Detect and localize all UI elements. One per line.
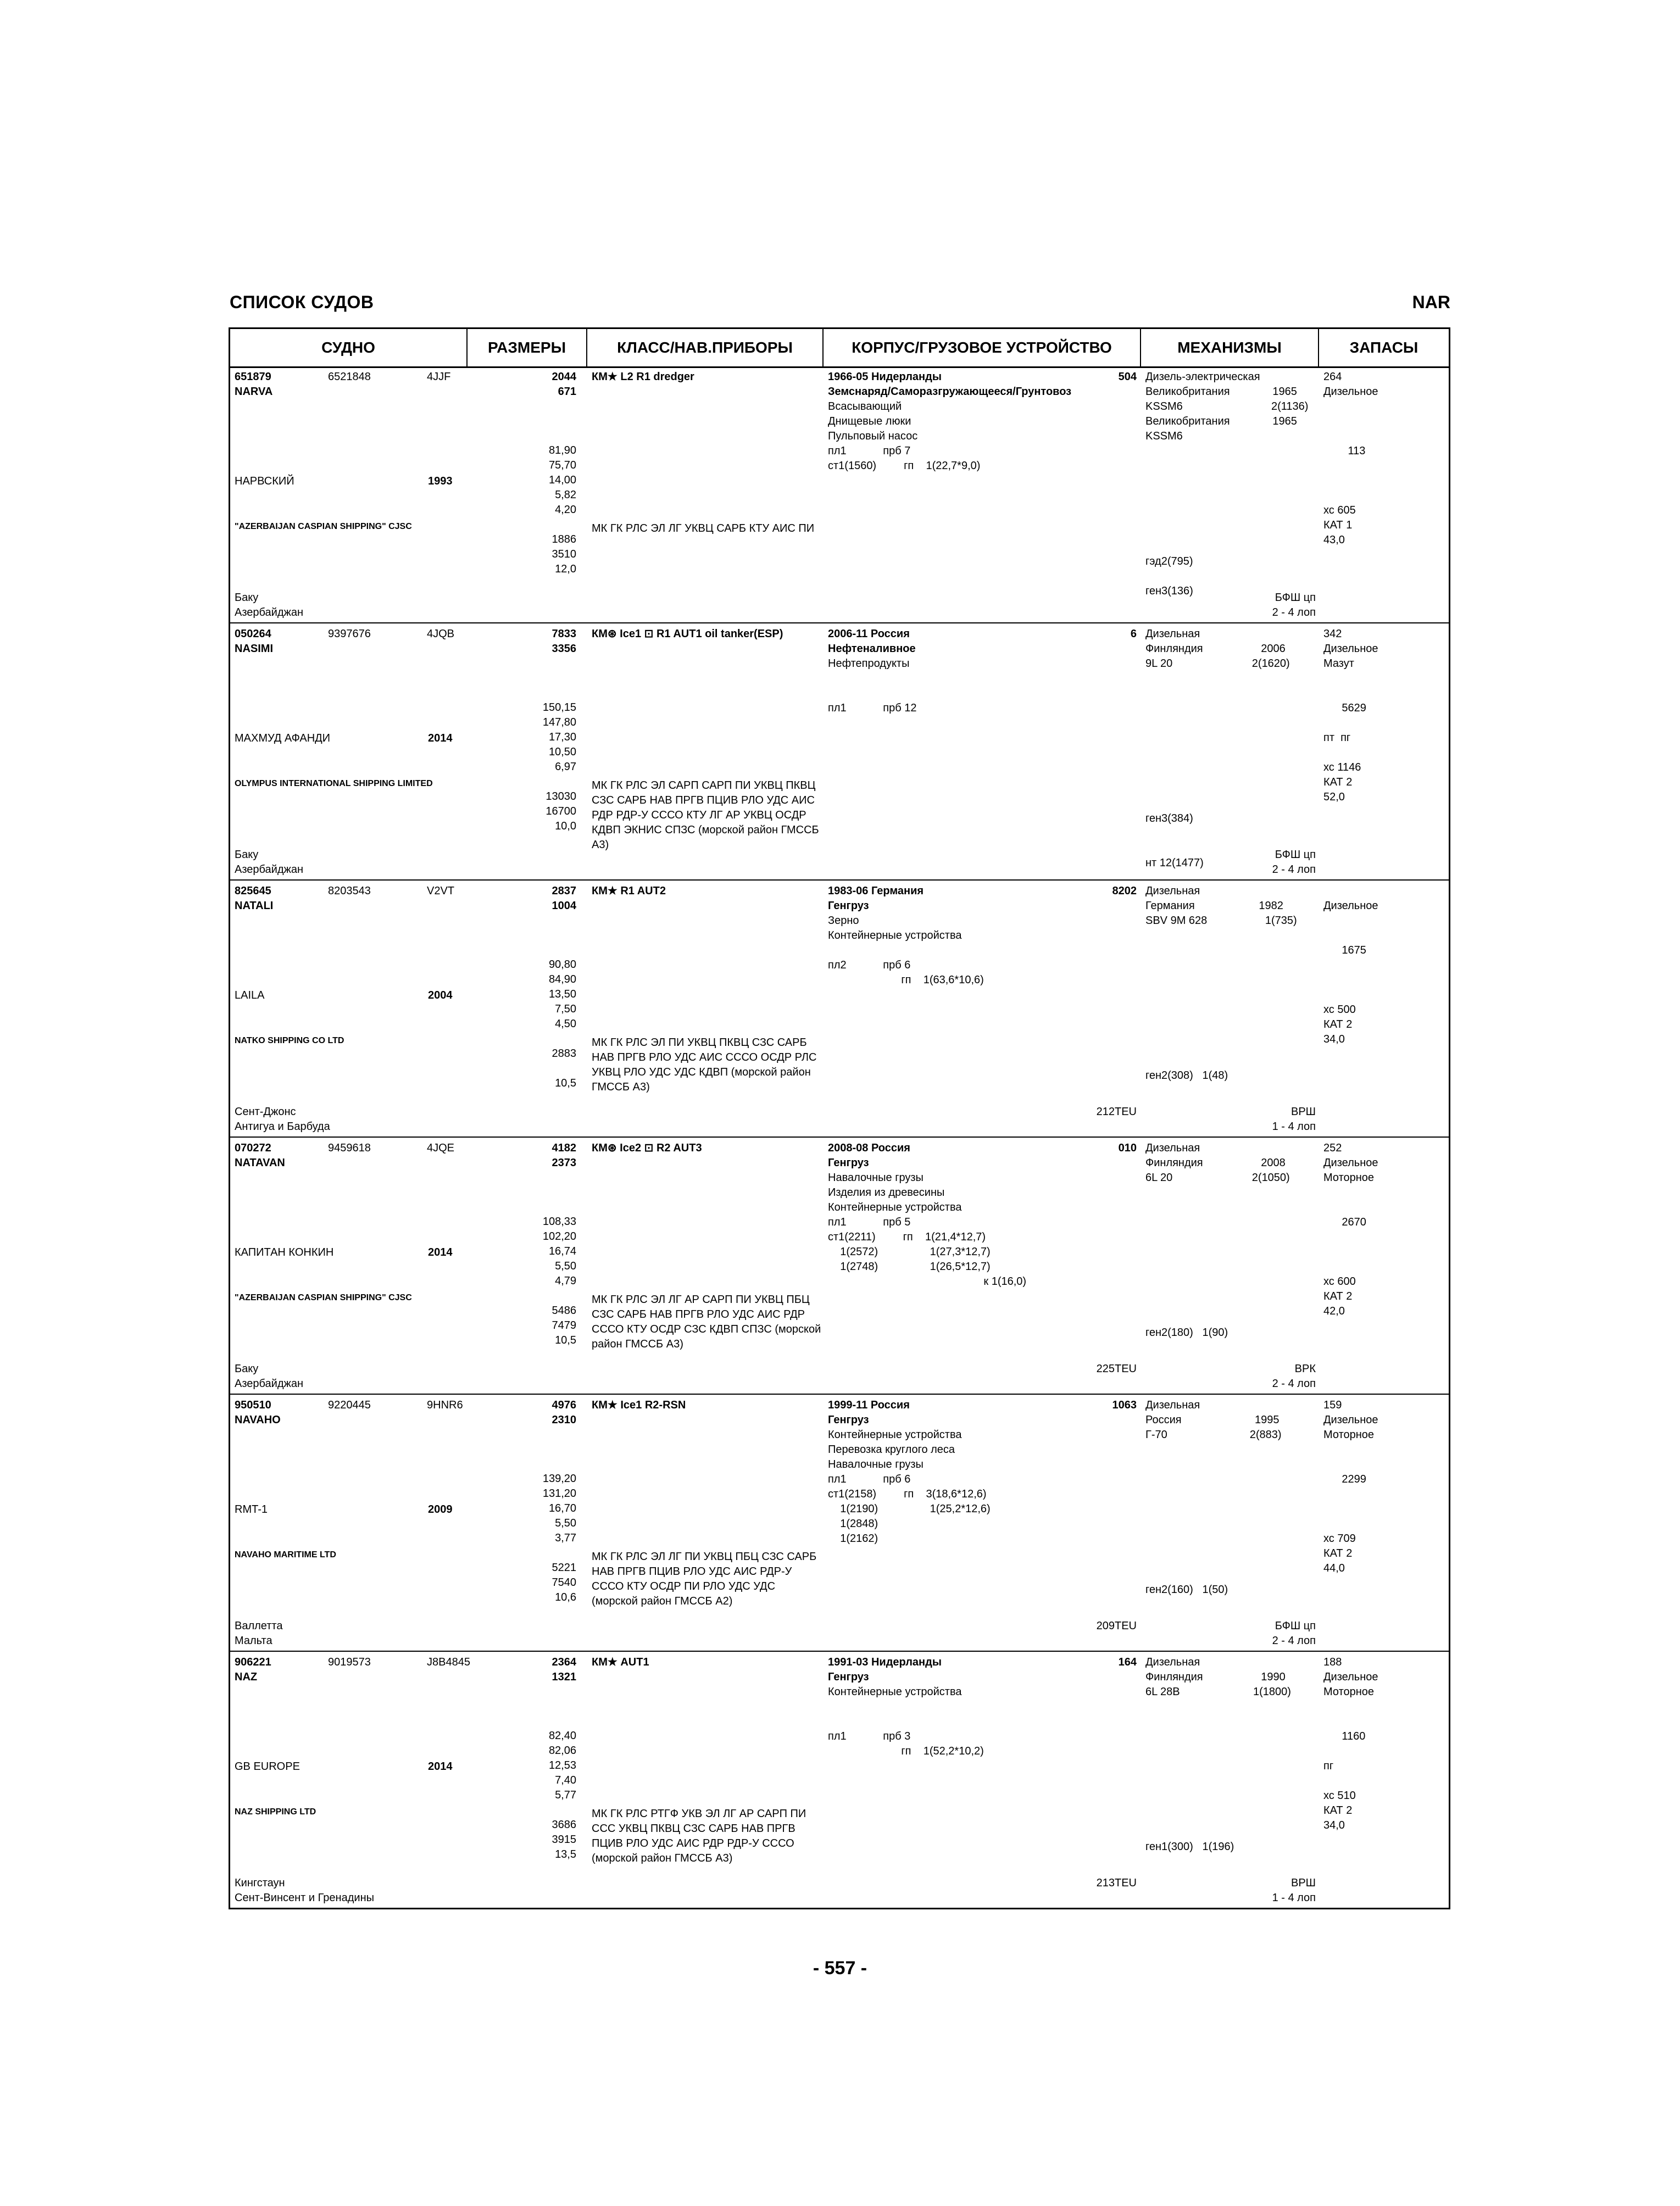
ship-record [230, 366, 1449, 623]
col-sizes: РАЗМЕРЫ [468, 329, 587, 366]
propeller: ВРК 2 - 4 лоп [1272, 1363, 1316, 1390]
build-info: 2006-11 Россия [828, 628, 910, 640]
generators: ген2(160) 1(50) [1145, 1584, 1228, 1596]
propeller: БФШ цп 2 - 4 лоп [1272, 592, 1316, 619]
owner: "AZERBAIJAN CASPIAN SHIPPING" CJSC [235, 1293, 412, 1302]
generators: ген2(308) 1(48) [1145, 1069, 1228, 1082]
call-sign: J8B4845 [427, 1656, 470, 1668]
col-ship: СУДНО [230, 329, 468, 366]
owner: "AZERBAIJAN CASPIAN SHIPPING" CJSC [235, 522, 412, 531]
ship-name: NAVAHO [235, 1414, 281, 1426]
build-year: 2009 [428, 1503, 453, 1516]
class-notation: КМ★ Ice1 R2-RSN [592, 1399, 686, 1411]
yard-number: 8202 [1112, 885, 1137, 897]
yard-number: 164 [1118, 1656, 1137, 1668]
home-port: Баку [235, 849, 259, 861]
build-year: 2014 [428, 1761, 453, 1773]
dimensions: 150,15 147,80 17,30 10,50 6,97 [542, 701, 576, 773]
hull-details: Контейнерные устройства пл1 прб 3 гп 1(52,2*10,2) [828, 1686, 984, 1757]
ship-type: Генгруз [828, 1414, 869, 1426]
nav-equipment: МК ГК РЛС РТГФ УКВ ЭЛ ЛГ АР САРП ПИ ССС УКВЦ ПКВЦ СЗС САРБ НАВ ПРГВ ПЦИВ РЛО УДС АИС РДР РДР-У СССО (морской район ГМССБ А3) [592, 1808, 806, 1864]
supplies: 342 Дизельное Мазут 5629 пт пг хс 1146 КАТ 2 52,0 [1323, 628, 1378, 803]
dimensions: 108,33 102,20 16,74 5,50 4,79 [542, 1216, 576, 1287]
imo-number: 9459618 [328, 1142, 371, 1154]
hull-details: Контейнерные устройства Перевозка круглого леса Навалочные грузы пл1 прб 6 ст1(2158) гп 3(18,6*12,6) 1(2190) 1(25,2*12,6) 1(2848) 1(2162) [828, 1429, 991, 1545]
gross-tonnage: 7833 [552, 628, 576, 640]
class-notation: КМ⊛ Ice1 ⊡ R1 AUT1 oil tanker(ESP) [592, 628, 783, 640]
deadweight: 5221 7540 10,6 [552, 1562, 576, 1603]
teu-capacity: 209TEU [1096, 1620, 1137, 1632]
reg-number: 950510 [235, 1399, 271, 1411]
col-hull: КОРПУС/ГРУЗОВОЕ УСТРОЙСТВО [824, 329, 1141, 366]
home-port: Баку [235, 592, 259, 604]
nav-equipment: МК ГК РЛС ЭЛ ЛГ УКВЦ САРБ КТУ АИС ПИ [592, 522, 815, 534]
dimensions: 81,90 75,70 14,00 5,82 4,20 [548, 444, 576, 516]
nav-equipment: МК ГК РЛС ЭЛ ЛГ АР САРП ПИ УКВЦ ПБЦ СЗС САРБ НАВ ПРГВ РЛО УДС АИС РДР СССО КТУ ОСДР СЗС КДВП СПЗС (морской район ГМССБ А3) [592, 1294, 821, 1350]
imo-number: 9220445 [328, 1399, 371, 1411]
net-tonnage: 2373 [552, 1157, 576, 1169]
engine-info: Дизельная Финляндия 2008 6L 20 2(1050) [1145, 1142, 1290, 1184]
page-header [230, 292, 1450, 316]
build-info: 1999-11 Россия [828, 1399, 910, 1411]
engine-info: Дизельная Германия 1982 SBV 9M 628 1(735) [1145, 885, 1297, 927]
yard-number: 1063 [1112, 1399, 1137, 1411]
former-name: МАХМУД АФАНДИ [235, 732, 331, 744]
flag-country: Мальта [235, 1635, 272, 1647]
propeller: ВРШ 1 - 4 лоп [1272, 1877, 1316, 1904]
imo-number: 9019573 [328, 1656, 371, 1668]
home-port: Кингстаун [235, 1877, 285, 1889]
imo-number: 8203543 [328, 885, 371, 897]
class-notation: КМ★ AUT1 [592, 1656, 649, 1668]
dimensions: 90,80 84,90 13,50 7,50 4,50 [548, 959, 576, 1030]
gross-tonnage: 2837 [552, 885, 576, 897]
hull-details: Зерно Контейнерные устройства пл2 прб 6 гп 1(63,6*10,6) [828, 915, 984, 986]
ship-record [230, 1138, 1449, 1395]
call-sign: V2VT [427, 885, 455, 897]
flag-country: Азербайджан [235, 864, 304, 876]
nav-equipment: МК ГК РЛС ЭЛ ПИ УКВЦ ПКВЦ СЗС САРБ НАВ ПРГВ РЛО УДС АИС СССО ОСДР РЛС УКВЦ РЛО УДС УДС КДВП (морской район ГМССБ А3) [592, 1037, 817, 1093]
yard-number: 010 [1118, 1142, 1137, 1154]
owner: NATKO SHIPPING CO LTD [235, 1036, 344, 1045]
supplies: 252 Дизельное Моторное 2670 хс 600 КАТ 2 42,0 [1323, 1142, 1378, 1317]
home-port: Валлетта [235, 1620, 283, 1632]
teu-capacity: 225TEU [1096, 1363, 1137, 1375]
table-header [230, 329, 1449, 368]
flag-country: Антигуа и Барбуда [235, 1121, 330, 1133]
build-year: 2014 [428, 732, 453, 744]
build-year: 2004 [428, 989, 453, 1001]
net-tonnage: 1321 [552, 1671, 576, 1683]
former-name: RMT-1 [235, 1503, 268, 1516]
build-info: 2008-08 Россия [828, 1142, 910, 1154]
net-tonnage: 2310 [552, 1414, 576, 1426]
reg-number: 906221 [235, 1656, 271, 1668]
call-sign: 9HNR6 [427, 1399, 463, 1411]
call-sign: 4JQB [427, 628, 455, 640]
imo-number: 6521848 [328, 371, 371, 383]
gross-tonnage: 2044 [552, 371, 576, 383]
engine-info: Дизельная Россия 1995 Г-70 2(883) [1145, 1399, 1282, 1441]
reg-number: 070272 [235, 1142, 271, 1154]
ship-type: Земснаряд/Саморазгружающееся/Грунтовоз [828, 386, 1072, 398]
build-year: 1993 [428, 475, 453, 487]
flag-country: Сент-Винсент и Гренадины [235, 1892, 374, 1904]
engine-info: Дизельная Финляндия 1990 6L 28B 1(1800) [1145, 1656, 1291, 1698]
class-notation: КМ⊛ Ice2 ⊡ R2 AUT3 [592, 1142, 702, 1154]
owner: NAZ SHIPPING LTD [235, 1807, 316, 1817]
imo-number: 9397676 [328, 628, 371, 640]
propeller: БФШ цп 2 - 4 лоп [1272, 849, 1316, 876]
build-info: 1966-05 Нидерланды [828, 371, 942, 383]
generators: гэд2(795) ген3(136) [1145, 555, 1193, 597]
ship-name: NATAVAN [235, 1157, 285, 1169]
gross-tonnage: 4182 [552, 1142, 576, 1154]
deadweight: 13030 16700 10,0 [546, 790, 576, 832]
teu-capacity: 212TEU [1096, 1106, 1137, 1118]
home-port: Баку [235, 1363, 259, 1375]
generators: ген1(300) 1(196) [1145, 1841, 1234, 1853]
ship-type: Нефтеналивное [828, 643, 916, 655]
deadweight: 5486 7479 10,5 [552, 1305, 576, 1346]
generators: ген2(180) 1(90) [1145, 1327, 1228, 1339]
nav-equipment: МК ГК РЛС ЭЛ САРП САРП ПИ УКВЦ ПКВЦ СЗС САРБ НАВ ПРГВ ПЦИВ РЛО УДС АИС РДР РДР-У СССО КТУ ЛГ АР УКВЦ ОСДР КДВП ЭКНИС СПЗС (морской район ГМССБ А3) [592, 779, 819, 851]
ship-record [230, 1395, 1449, 1652]
supplies: 188 Дизельное Моторное 1160 пг хс 510 КАТ 2 34,0 [1323, 1656, 1378, 1831]
supplies: 264 Дизельное 113 хс 605 КАТ 1 43,0 [1323, 371, 1378, 546]
flag-country: Азербайджан [235, 1378, 304, 1390]
deadweight: 2883 10,5 [552, 1048, 576, 1089]
propeller: ВРШ 1 - 4 лоп [1272, 1106, 1316, 1133]
hull-details: Навалочные грузы Изделия из древесины Контейнерные устройства пл1 прб 5 ст1(2211) гп 1(21,4*12,7) 1(2572) 1(27,3*12,7) 1(2748) 1(26,5*12,7) к 1(16,0) [828, 1172, 1027, 1288]
col-supplies: ЗАПАСЫ [1349, 339, 1418, 356]
build-info: 1983-06 Германия [828, 885, 924, 897]
section-code: NAR [1412, 292, 1450, 312]
page-number: - 557 - [813, 1958, 867, 1979]
gross-tonnage: 4976 [552, 1399, 576, 1411]
deadweight: 3686 3915 13,5 [552, 1819, 576, 1860]
deadweight: 1886 3510 12,0 [552, 533, 576, 575]
supplies: 159 Дизельное Моторное 2299 хс 709 КАТ 2 44,0 [1323, 1399, 1378, 1574]
ship-type: Генгруз [828, 1671, 869, 1683]
reg-number: 050264 [235, 628, 271, 640]
call-sign: 4JQE [427, 1142, 455, 1154]
reg-number: 651879 [235, 371, 271, 383]
build-year: 2014 [428, 1246, 453, 1258]
net-tonnage: 671 [558, 386, 576, 398]
ship-record [230, 881, 1449, 1138]
ship-name: NARVA [235, 386, 273, 398]
ship-name: NAZ [235, 1671, 258, 1683]
generators: ген3(384) нт 12(1477) [1145, 812, 1204, 869]
net-tonnage: 3356 [552, 643, 576, 655]
ship-record [230, 623, 1449, 881]
class-notation: КМ★ R1 AUT2 [592, 885, 666, 897]
ship-record [230, 1652, 1449, 1909]
owner: NAVAHO MARITIME LTD [235, 1550, 336, 1559]
ship-type: Генгруз [828, 1157, 869, 1169]
dimensions: 139,20 131,20 16,70 5,50 3,77 [542, 1473, 576, 1544]
hull-details: Нефтепродукты пл1 прб 12 [828, 658, 917, 714]
call-sign: 4JJF [427, 371, 451, 383]
former-name: LAILA [235, 989, 265, 1001]
nav-equipment: МК ГК РЛС ЭЛ ЛГ ПИ УКВЦ ПБЦ СЗС САРБ НАВ ПРГВ ПЦИВ РЛО УДС АИС РДР-У СССО КТУ ОСДР ПИ РЛО УДС УДС (морской район ГМССБ А2) [592, 1551, 817, 1607]
ship-name: NASIMI [235, 643, 273, 655]
former-name: КАПИТАН КОНКИН [235, 1246, 334, 1258]
class-notation: КМ★ L2 R1 dredger [592, 371, 694, 383]
gross-tonnage: 2364 [552, 1656, 576, 1668]
hull-details: Всасывающий Днищевые люки Пульповый насос пл1 прб 7 ст1(1560) гп 1(22,7*9,0) [828, 400, 981, 472]
engine-info: Дизельная Финляндия 2006 9L 20 2(1620) [1145, 628, 1290, 670]
col-machinery: МЕХАНИЗМЫ [1141, 329, 1319, 366]
flag-country: Азербайджан [235, 606, 304, 619]
ships-table [229, 327, 1450, 1909]
col-class: КЛАСС/НАВ.ПРИБОРЫ [587, 329, 824, 366]
engine-info: Дизель-электрическая Великобритания 1965 KSSM6 2(1136) Великобритания 1965 KSSM6 [1145, 371, 1309, 442]
former-name: НАРВСКИЙ [235, 475, 294, 487]
page-title: СПИСОК СУДОВ [230, 292, 374, 312]
net-tonnage: 1004 [552, 900, 576, 912]
propeller: БФШ цп 2 - 4 лоп [1272, 1620, 1316, 1647]
yard-number: 6 [1130, 628, 1137, 640]
yard-number: 504 [1118, 371, 1137, 383]
teu-capacity: 213TEU [1096, 1877, 1137, 1889]
former-name: GB EUROPE [235, 1761, 300, 1773]
build-info: 1991-03 Нидерланды [828, 1656, 942, 1668]
home-port: Сент-Джонс [235, 1106, 296, 1118]
ship-type: Генгруз [828, 900, 869, 912]
owner: OLYMPUS INTERNATIONAL SHIPPING LIMITED [235, 779, 433, 788]
ship-name: NATALI [235, 900, 274, 912]
dimensions: 82,40 82,06 12,53 7,40 5,77 [548, 1730, 576, 1801]
supplies: Дизельное 1675 хс 500 КАТ 2 34,0 [1323, 900, 1378, 1045]
reg-number: 825645 [235, 885, 271, 897]
